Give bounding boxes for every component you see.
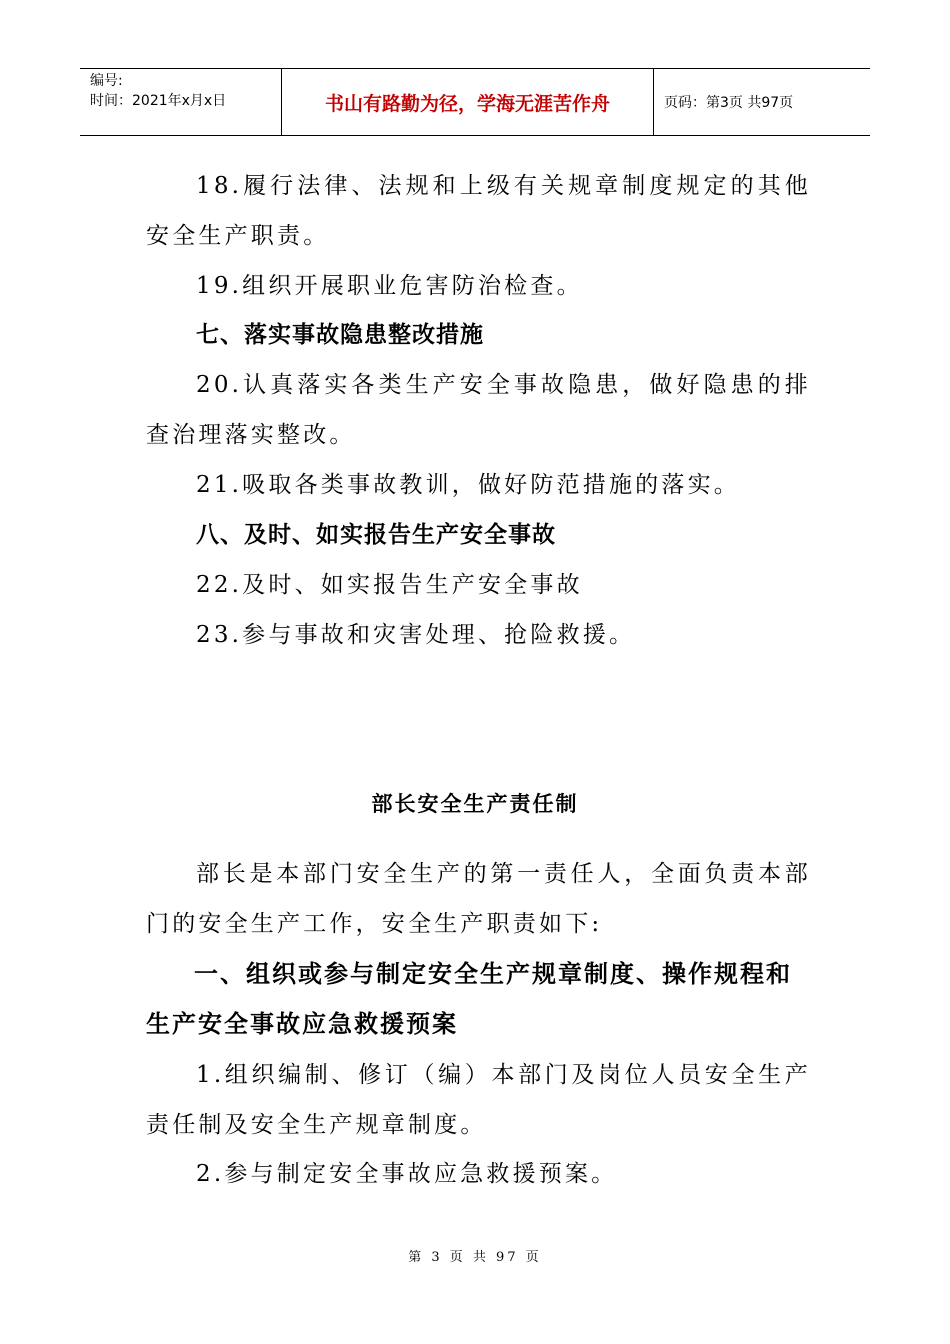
paragraph-19: 19.组织开展职业危害防治检查。 — [196, 273, 583, 299]
document-header — [80, 68, 870, 136]
paragraph-18: 18.履行法律、法规和上级有关规章制度规定的其他安全生产职责。 — [146, 173, 811, 249]
header-page-info: 页码：第3页 共97页 — [664, 95, 794, 111]
intro-paragraph: 部长是本部门安全生产的第一责任人，全面负责本部门的安全生产工作，安全生产职责如下: — [146, 861, 811, 937]
paragraph-2: 2.参与制定安全事故应急救援预案。 — [196, 1161, 618, 1187]
paragraph-23: 23.参与事故和灾害处理、抢险救援。 — [196, 622, 636, 648]
paragraph-20: 20.认真落实各类生产安全事故隐患，做好隐患的排查治理落实整改。 — [146, 372, 811, 448]
header-page-cell — [654, 69, 870, 135]
heading-7: 七、落实事故隐患整改措施 — [196, 322, 484, 348]
paragraph-22: 22.及时、如实报告生产安全事故 — [196, 572, 583, 598]
paragraph-1: 1.组织编制、修订（编）本部门及岗位人员安全生产责任制及安全生产规章制度。 — [146, 1062, 811, 1138]
section-title: 部长安全生产责任制 — [371, 792, 579, 816]
header-meta-cell — [80, 69, 282, 135]
document-code-label: 编号: — [90, 73, 123, 89]
motto-text: 书山有路勤为径，学海无涯苦作舟 — [324, 92, 610, 115]
heading-8: 八、及时、如实报告生产安全事故 — [196, 522, 556, 548]
page-footer: 第 3 页 共 97 页 — [408, 1250, 542, 1265]
heading-1: 一、组织或参与制定安全生产规章制度、操作规程和生产安全事故应急救援预案 — [146, 960, 792, 1038]
paragraph-21: 21.吸取各类事故教训，做好防范措施的落实。 — [196, 472, 740, 498]
header-motto-cell — [282, 69, 654, 135]
document-time-label: 时间：2021年x月x日 — [90, 93, 227, 109]
